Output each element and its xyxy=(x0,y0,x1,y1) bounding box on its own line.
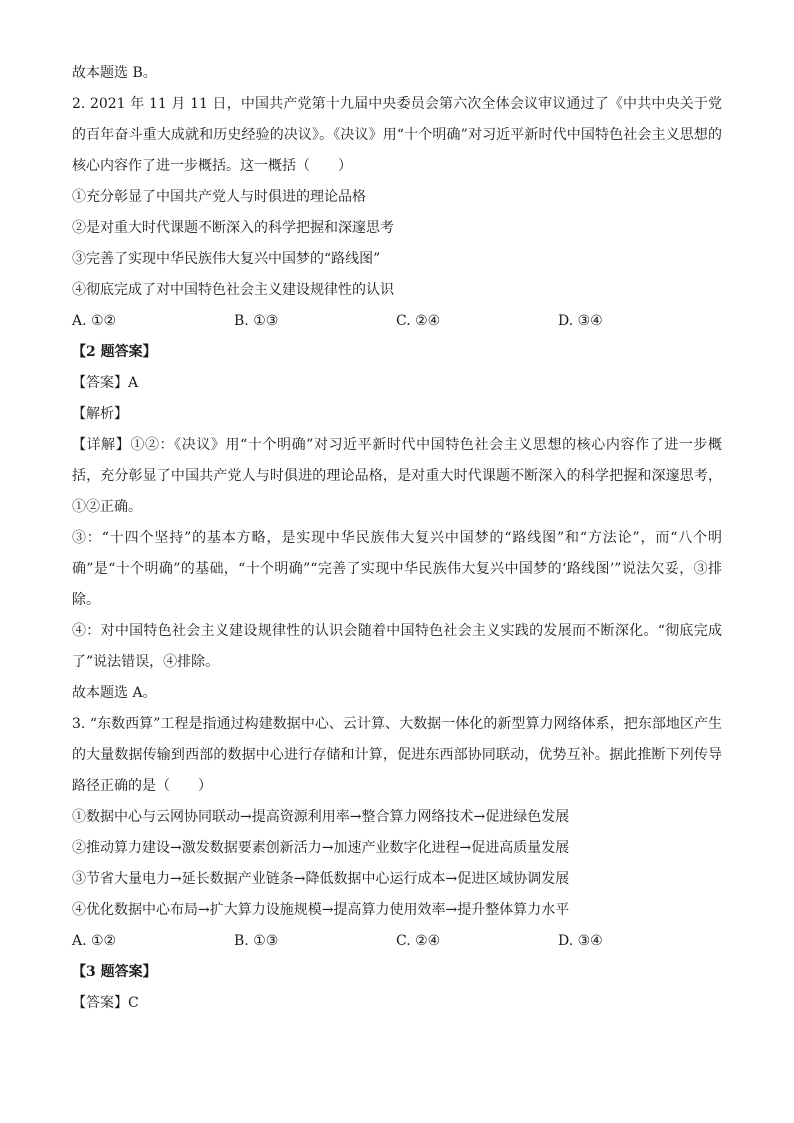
q2-answer-heading: 【2 题答案】 xyxy=(72,344,157,360)
q1-conclusion: 故本题选 B。 xyxy=(72,65,157,81)
q2-item-2: ②是对重大时代课题不断深入的科学把握和深邃思考 xyxy=(72,220,394,236)
q2-option-a: A. ①② xyxy=(72,313,117,329)
q3-item-2: ②推动算力建设→激发数据要素创新活力→加速产业数字化进程→促进高质量发展 xyxy=(72,840,570,856)
q2-option-c: C. ②④ xyxy=(396,313,441,329)
q2-conclusion: 故本题选 A。 xyxy=(72,685,157,701)
q2-item-3: ③完善了实现中华民族伟大复兴中国梦的“路线图” xyxy=(72,251,381,267)
q2-item-4: ④彻底完成了对中国特色社会主义建设规律性的认识 xyxy=(72,282,394,298)
q3-item-3: ③节省大量电力→延长数据产业链条→降低数据中心运行成本→促进区域协调发展 xyxy=(72,871,570,887)
q3-option-b: B. ①③ xyxy=(234,933,279,949)
q3-item-1: ①数据中心与云网协同联动→提高资源利用率→整合算力网络技术→促进绿色发展 xyxy=(72,809,570,825)
q2-analysis-1: 【详解】①②：《决议》用“十个明确”对习近平新时代中国特色社会主义思想的核心内容作了进一步概括，充分彰显了中国共产党人与时俱进的理论品格，是对重大时代课题不断深入的科学把握和深邃思考，①②正确。 xyxy=(72,437,722,515)
q2-answer: 【答案】A xyxy=(72,375,139,391)
q3-option-d: D. ③④ xyxy=(558,933,603,949)
document-page xyxy=(72,58,722,1019)
q3-option-c: C. ②④ xyxy=(396,933,441,949)
q2-option-b: B. ①③ xyxy=(234,313,279,329)
q2-item-1: ①充分彰显了中国共产党人与时俱进的理论品格 xyxy=(72,189,366,205)
q2-options xyxy=(72,306,722,337)
q3-item-4: ④优化数据中心布局→扩大算力设施规模→提高算力使用效率→提升整体算力水平 xyxy=(72,902,570,918)
q2-analysis-heading: 【解析】 xyxy=(72,406,128,422)
q3-option-a: A. ①② xyxy=(72,933,117,949)
q2-stem: 2. 2021 年 11 月 11 日，中国共产党第十九届中央委员会第六次全体会议审议通过了《中共中央关于党的百年奋斗重大成就和历史经验的决议》。《决议》用“十个明确”对习近平新时代中国特色社会主义思想的核心内容作了进一步概括。这一概括（ ） xyxy=(72,96,722,174)
q3-answer: 【答案】C xyxy=(72,995,139,1011)
q3-stem: 3. “东数西算”工程是指通过构建数据中心、云计算、大数据一体化的新型算力网络体系，把东部地区产生的大量数据传输到西部的数据中心进行存储和计算，促进东西部协同联动，优势互补。据此推断下列传导路径正确的是（ ） xyxy=(72,716,722,794)
q2-analysis-3: ④：对中国特色社会主义建设规律性的认识会随着中国特色社会主义实践的发展而不断深化。“彻底完成了”说法错误，④排除。 xyxy=(72,623,722,670)
q2-option-d: D. ③④ xyxy=(558,313,603,329)
q2-analysis-2: ③：“十四个坚持”的基本方略，是实现中华民族伟大复兴中国梦的“路线图”和“方法论”，而“八个明确”是“十个明确”的基础，“十个明确”“完善了实现中华民族伟大复兴中国梦的‘路线图’”说法欠妥，③排除。 xyxy=(72,530,722,608)
q3-answer-heading: 【3 题答案】 xyxy=(72,964,157,980)
q3-options xyxy=(72,926,722,957)
